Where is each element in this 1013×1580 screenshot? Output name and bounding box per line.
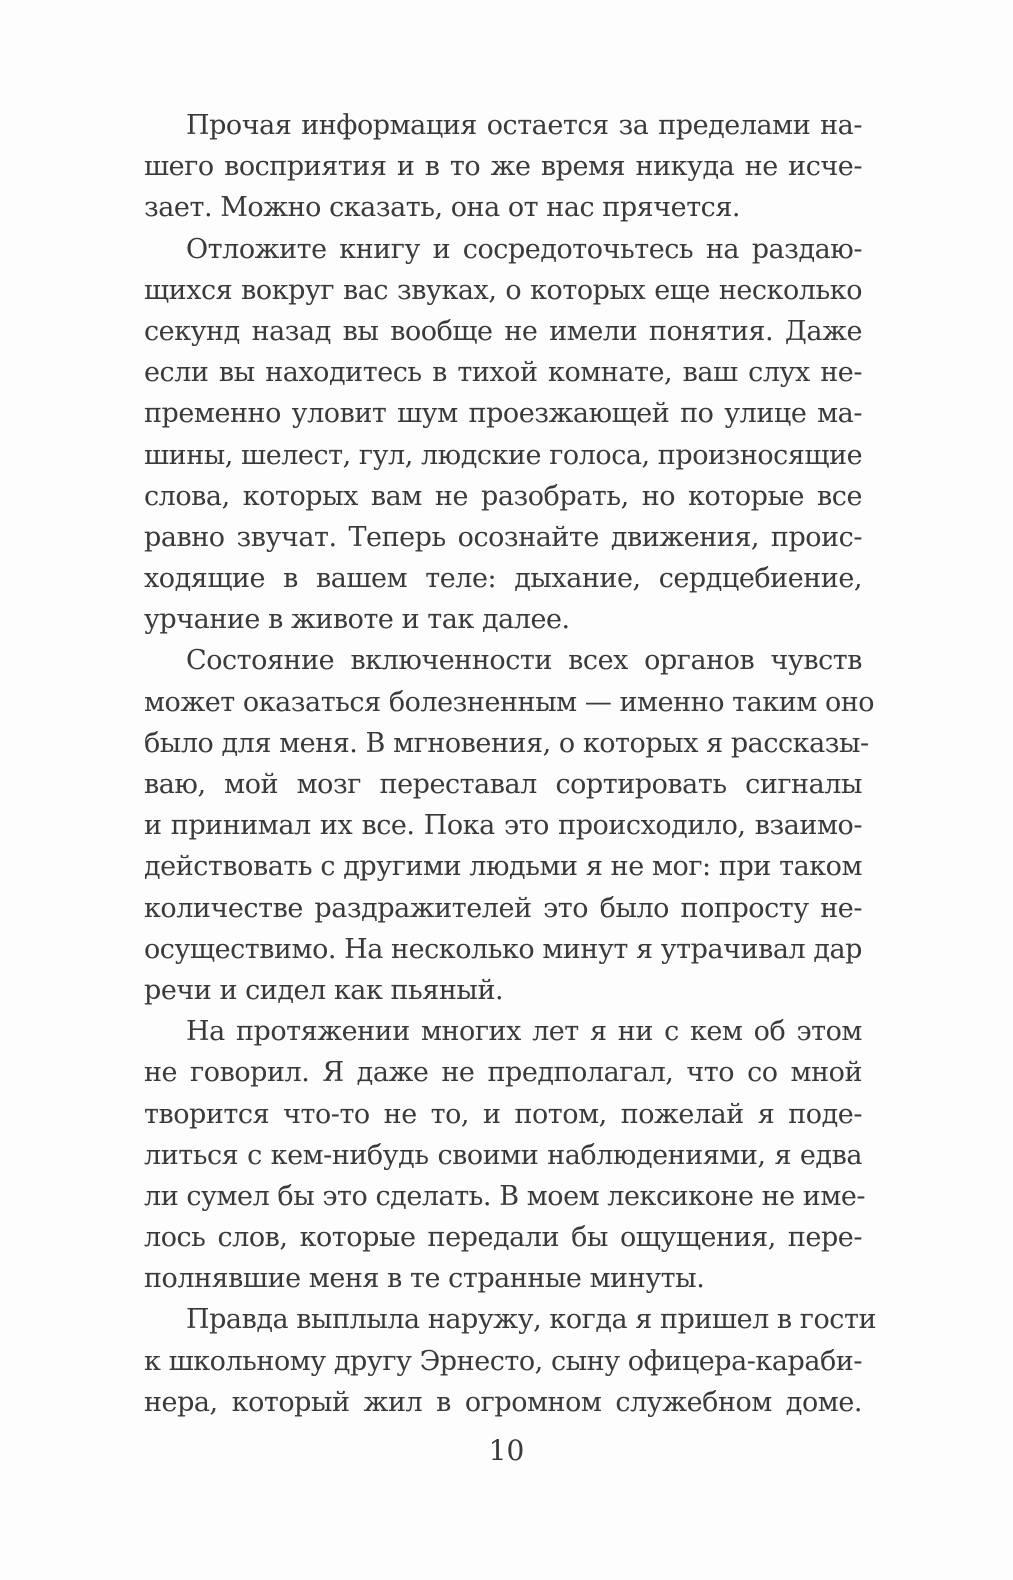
text-line: слова, которых вам не разобрать, но которые все (144, 480, 862, 512)
text-line: Состояние включенности всех органов чувств (186, 645, 862, 677)
text-line: осуществимо. На несколько минут я утрачивал дар (144, 933, 862, 965)
text-line: если вы находитесь в тихой комнате, ваш слух не- (144, 357, 862, 389)
text-line: шего восприятия и в то же время никуда не исче- (144, 151, 862, 183)
paragraph (144, 105, 862, 229)
text-line: литься с кем-нибудь своими наблюдениями, я едва (144, 1139, 862, 1171)
paragraph (144, 1299, 877, 1423)
text-line: творится что-то не то, и потом, пожелай я поде- (144, 1098, 862, 1130)
text-line: Отложите книгу и сосредоточьтесь на раздаю- (186, 233, 862, 265)
text-line: пременно уловит шум проезжающей по улице ма- (144, 398, 862, 430)
text-line: урчание в животе и так далее. (144, 604, 570, 636)
body-text (144, 105, 877, 1423)
text-line: ваю, мой мозг переставал сортировать сигналы (144, 769, 862, 800)
text-line: Прочая информация остается за пределами на- (186, 110, 862, 141)
page-number: 10 (488, 1434, 525, 1467)
text-line: не говорил. Я даже не предполагал, что со мной (144, 1057, 862, 1089)
text-line: На протяжении многих лет я ни с кем об этом (186, 1016, 862, 1048)
text-line: шины, шелест, гул, людские голоса, произносящие (144, 439, 863, 471)
text-line: щихся вокруг вас звуках, о которых еще несколько (144, 274, 862, 306)
text-line: лось слов, которые передали бы ощущения, пере- (144, 1222, 862, 1254)
text-line: равно звучат. Теперь осознайте движения, проис- (144, 521, 862, 553)
text-line: нера, который жил в огромном служебном доме. (144, 1386, 862, 1418)
text-line: ли сумел бы это сделать. В моем лексиконе не име- (144, 1180, 866, 1212)
text-line: зает. Можно сказать, она от нас прячется. (144, 192, 741, 224)
text-line: Правда выплыла наружу, когда я пришел в гости (186, 1304, 877, 1336)
paragraph (144, 640, 875, 1011)
paragraph (144, 1011, 866, 1299)
text-line: было для меня. В мгновения, о которых я рассказы- (144, 727, 869, 759)
text-line: секунд назад вы вообще не имели понятия. Даже (144, 315, 862, 347)
text-line: речи и сидел как пьяный. (144, 974, 504, 1006)
paragraph (144, 229, 862, 641)
text-line: к школьному другу Эрнесто, сыну офицера-караби- (144, 1345, 862, 1377)
text-line: полнявшие меня в те странные минуты. (144, 1263, 705, 1295)
text-line: и принимал их все. Пока это происходило, взаимо- (144, 810, 862, 842)
text-line: ходящие в вашем теле: дыхание, сердцебиение, (144, 563, 862, 595)
text-line: может оказаться болезненным — именно таким оно (144, 686, 875, 718)
text-line: количестве раздражителей это было попросту не- (144, 892, 862, 924)
text-line: действовать с другими людьми я не мог: при таком (144, 851, 862, 883)
